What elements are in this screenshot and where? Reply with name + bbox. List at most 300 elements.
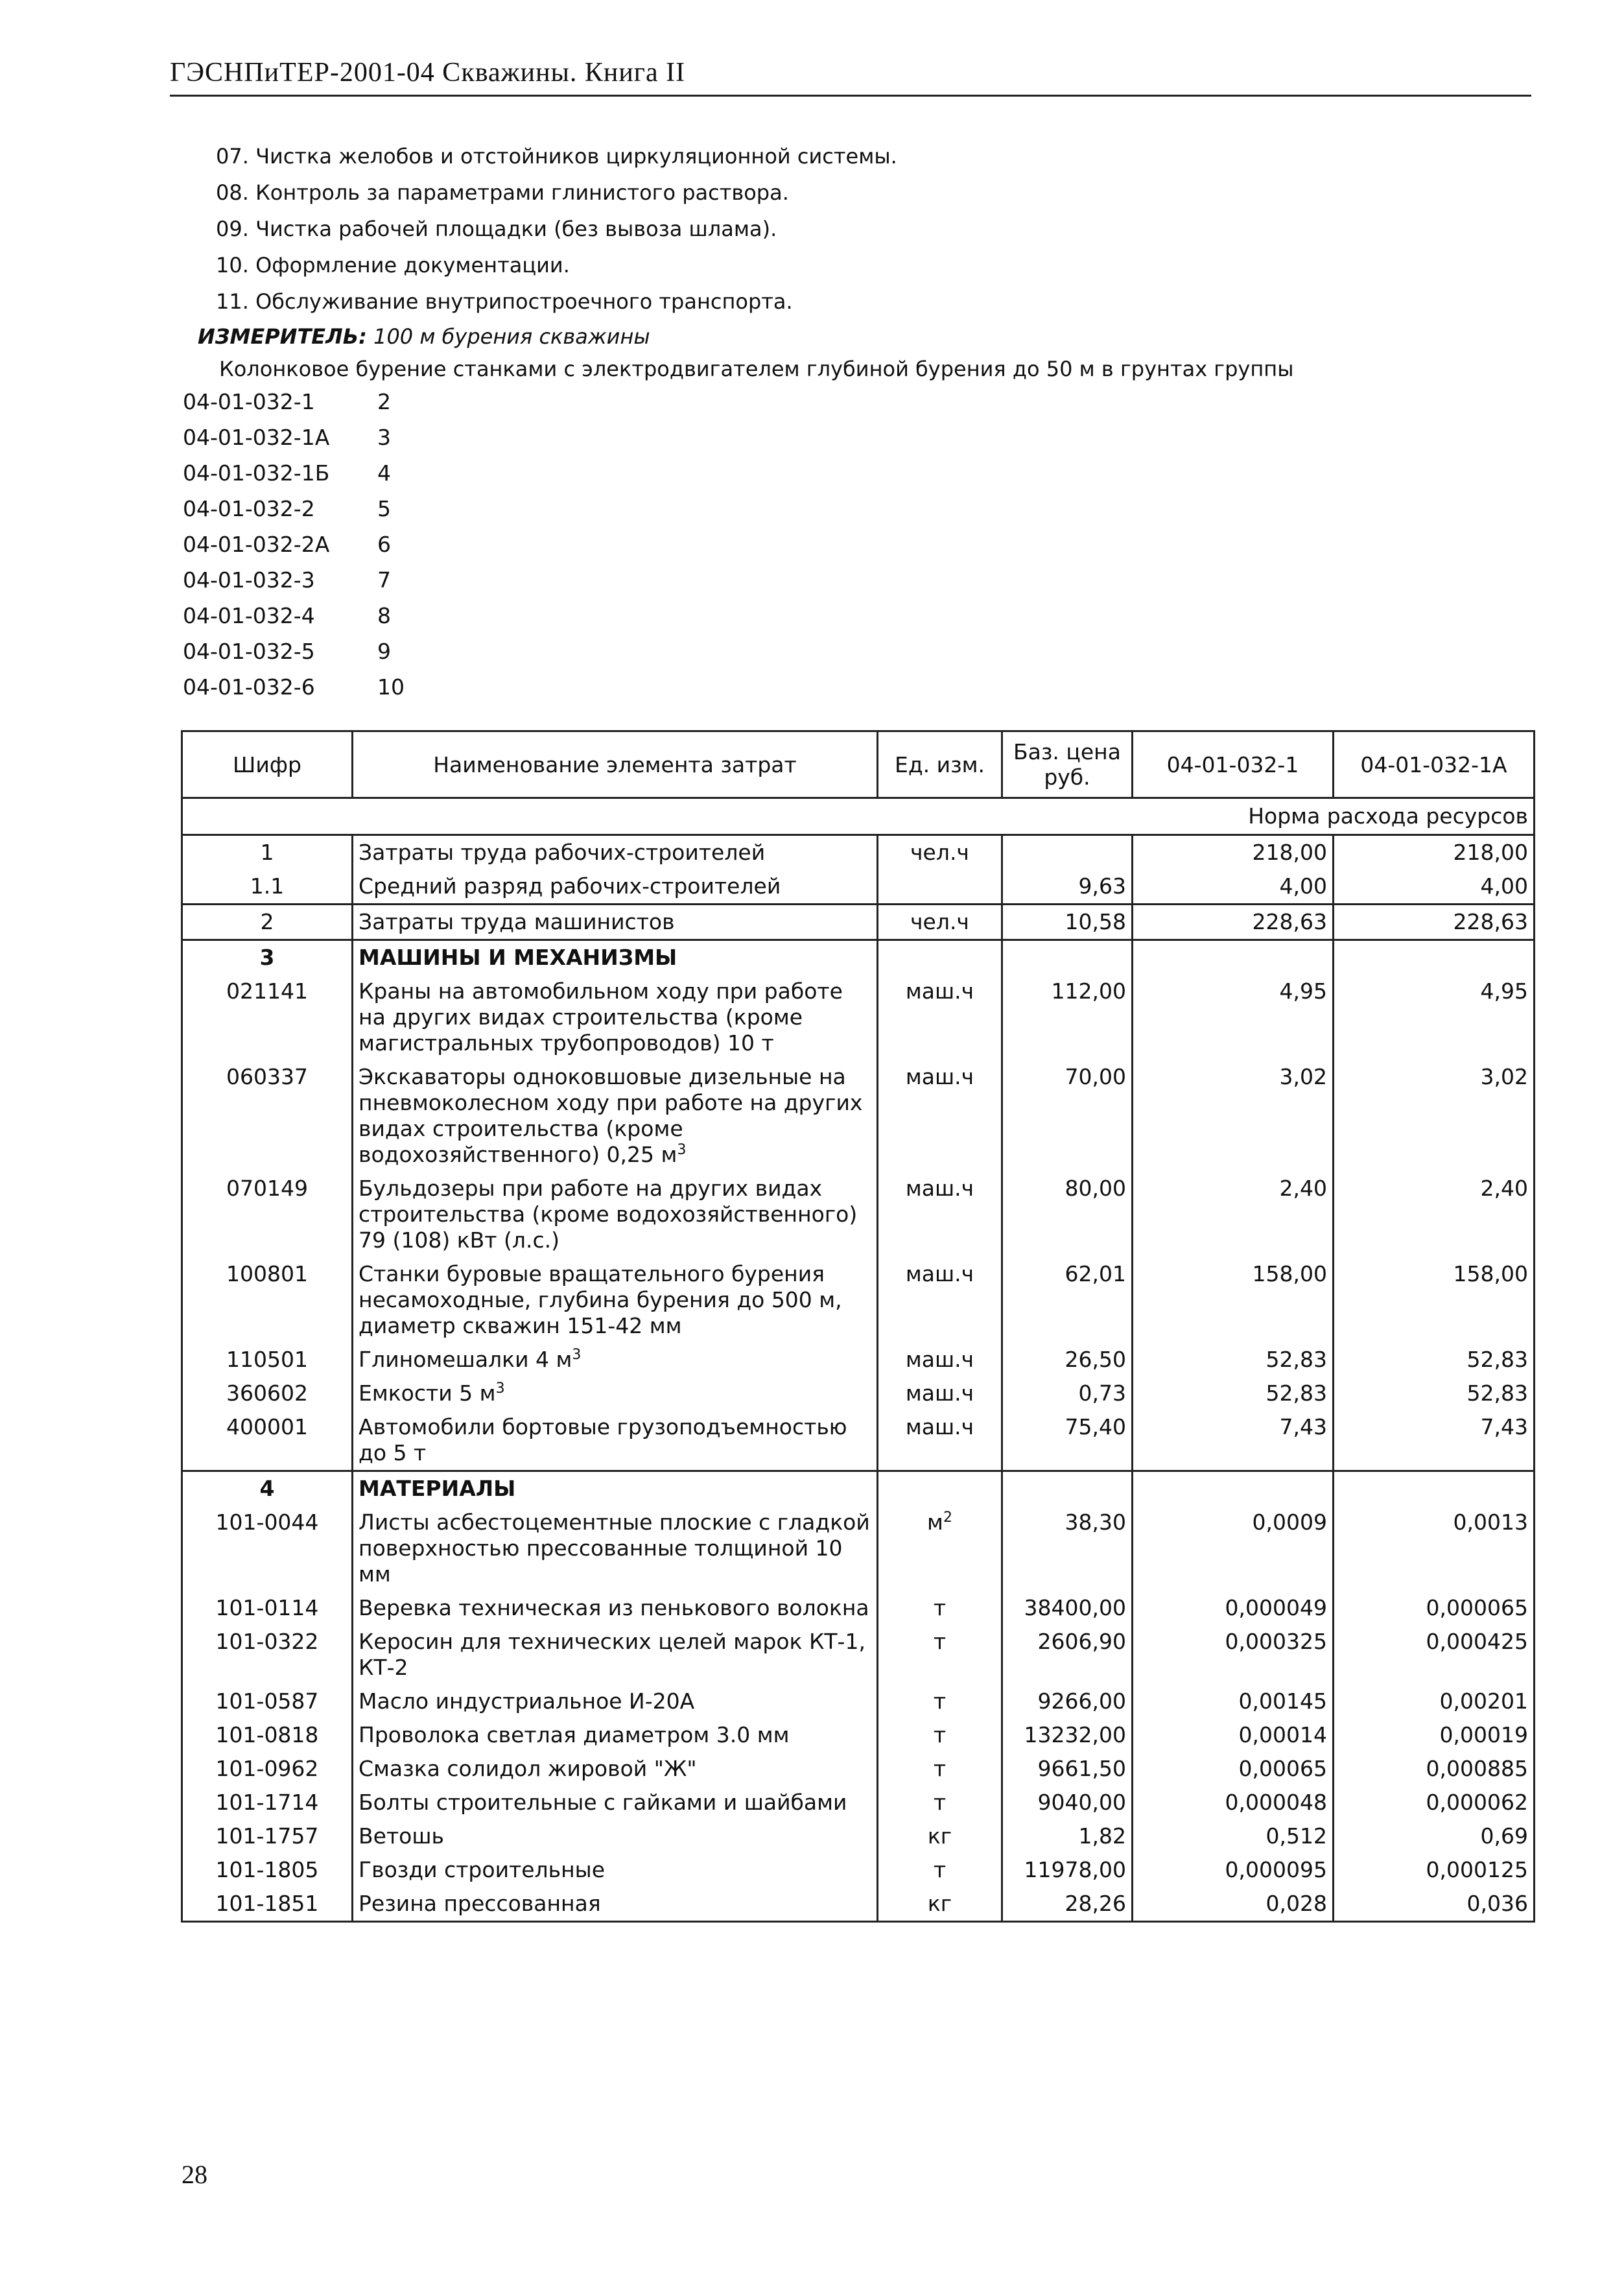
cell-code-text: 101-1714: [215, 1790, 319, 1815]
cell-norm-1-text: 4,95: [1279, 978, 1327, 1004]
table-row: [182, 1819, 1535, 1853]
cell-unit: [878, 1718, 1002, 1752]
soil-group: 3: [377, 425, 391, 450]
cell-code-text: 101-0044: [215, 1510, 319, 1535]
cell-name-text: Керосин для технических целей марок КТ-1, КТ-2: [359, 1629, 865, 1680]
code-list-item: [183, 532, 405, 567]
cell-unit-text: маш.ч: [905, 1261, 974, 1286]
cell-price-text: 38,30: [1065, 1510, 1126, 1535]
cell-unit-text: т: [933, 1857, 947, 1882]
cell-norm-2-text: 0,000062: [1426, 1790, 1528, 1815]
cell-unit: [878, 1377, 1002, 1410]
cell-name-text: Масло индустриальное И-20А: [359, 1688, 695, 1714]
table-row: [182, 1410, 1535, 1471]
cell-norm-2-text: 2,40: [1480, 1176, 1528, 1201]
cell-norm-2: [1334, 1625, 1535, 1685]
cell-norm-2-text: 4,00: [1480, 873, 1528, 899]
cell-norm-1-text: 0,000095: [1225, 1857, 1327, 1882]
cell-price: [1002, 975, 1133, 1060]
cell-name-text: Резина прессованная: [359, 1891, 601, 1916]
cell-price: [1002, 1752, 1133, 1786]
cell-norm-2: [1334, 835, 1535, 870]
cell-code: [182, 1591, 353, 1625]
cell-unit: [878, 1786, 1002, 1819]
cell-price: [1002, 1410, 1133, 1471]
cell-unit: [878, 1060, 1002, 1172]
cell-norm-1-text: 0,512: [1265, 1823, 1327, 1849]
code: 04-01-032-2А: [183, 532, 330, 557]
cell-name-text: МАШИНЫ И МЕХАНИЗМЫ: [359, 945, 677, 970]
cell-norm-1: [1133, 1060, 1334, 1172]
cell-norm-2-text: 3,02: [1480, 1064, 1528, 1089]
cell-norm-2-text: 0,000885: [1426, 1756, 1528, 1781]
soil-group: 7: [377, 567, 391, 593]
header-name: Наименование элемента затрат: [353, 731, 878, 798]
cell-norm-2: [1334, 1060, 1535, 1172]
code-list-item: [183, 639, 405, 674]
code: 04-01-032-4: [183, 603, 315, 628]
cell-norm-1: [1133, 1591, 1334, 1625]
code: 04-01-032-1: [183, 389, 315, 414]
cell-norm-1-text: 0,028: [1265, 1891, 1327, 1916]
cell-unit-text: чел.ч: [910, 840, 969, 865]
cell-norm-2: [1334, 1471, 1535, 1506]
cell-price-text: 9661,50: [1037, 1756, 1126, 1781]
cell-norm-2: [1334, 870, 1535, 905]
cell-price-text: 1,82: [1078, 1823, 1126, 1849]
cell-norm-1: [1133, 1257, 1334, 1343]
cell-name: [353, 1819, 878, 1853]
cell-unit: [878, 1343, 1002, 1377]
table-row: [182, 1377, 1535, 1410]
cell-norm-2-text: 0,69: [1480, 1823, 1528, 1849]
cell-price: [1002, 1257, 1133, 1343]
cell-unit: [878, 1625, 1002, 1685]
cell-name-text: Автомобили бортовые грузоподъемностью до 5 т: [359, 1414, 847, 1465]
table-row: [182, 1625, 1535, 1685]
cell-norm-2-text: 7,43: [1480, 1414, 1528, 1439]
cell-code: [182, 1786, 353, 1819]
cell-norm-2: [1334, 1506, 1535, 1591]
cell-name-text: Затраты труда рабочих-строителей: [359, 840, 766, 865]
soil-group: 10: [377, 674, 405, 700]
code: 04-01-032-5: [183, 639, 315, 664]
cell-unit-text: м: [927, 1510, 943, 1535]
cell-code: [182, 1625, 353, 1685]
cell-norm-1-text: 4,00: [1279, 873, 1327, 899]
page-number: 28: [182, 2160, 207, 2189]
cell-norm-1-text: 0,00014: [1238, 1722, 1327, 1747]
table-header-row: [182, 731, 1535, 798]
header-unit: Ед. изм.: [878, 731, 1002, 798]
cell-code-text: 1: [260, 840, 274, 865]
cell-price-text: 38400,00: [1024, 1595, 1126, 1620]
cell-code-text: 101-1851: [215, 1891, 319, 1916]
operation-item: 08. Контроль за параметрами глинистого раствора.: [216, 180, 789, 205]
cell-price-text: 2606,90: [1037, 1629, 1126, 1654]
cell-unit-text: т: [933, 1722, 947, 1747]
cell-unit-text: маш.ч: [905, 1380, 974, 1406]
cell-unit-text: кг: [927, 1823, 952, 1849]
cell-price-text: 26,50: [1065, 1347, 1126, 1372]
cell-price-text: 70,00: [1065, 1064, 1126, 1089]
cell-norm-1-text: 0,000048: [1225, 1790, 1327, 1815]
cell-code: [182, 870, 353, 905]
cell-name: [353, 905, 878, 940]
cell-price-text: 0,73: [1078, 1380, 1126, 1406]
cell-price: [1002, 1377, 1133, 1410]
cell-unit-text: т: [933, 1629, 947, 1654]
cell-norm-1-text: 0,000325: [1225, 1629, 1327, 1654]
table-row: [182, 1786, 1535, 1819]
cell-price: [1002, 905, 1133, 940]
cell-norm-1-text: 52,83: [1265, 1347, 1327, 1372]
cell-code-text: 101-0587: [215, 1688, 319, 1714]
cell-price: [1002, 1506, 1133, 1591]
cell-norm-2-text: 4,95: [1480, 978, 1528, 1004]
cell-unit: [878, 1257, 1002, 1343]
cell-unit: [878, 905, 1002, 940]
cell-name: [353, 1625, 878, 1685]
cell-code-text: 101-0322: [215, 1629, 319, 1654]
cell-norm-2: [1334, 1853, 1535, 1887]
table-row: [182, 1752, 1535, 1786]
cell-name-text: Смазка солидол жировой "Ж": [359, 1756, 697, 1781]
table-row: [182, 1853, 1535, 1887]
cell-norm-1: [1133, 1410, 1334, 1471]
table-row: [182, 1887, 1535, 1922]
measure-value: 100 м бурения скважины: [373, 324, 650, 349]
table-row: [182, 835, 1535, 870]
cell-norm-1: [1133, 1471, 1334, 1506]
superscript: 3: [677, 1142, 687, 1158]
cell-unit: [878, 1853, 1002, 1887]
cell-unit-text: маш.ч: [905, 978, 974, 1004]
cell-code: [182, 1471, 353, 1506]
cell-unit-text: маш.ч: [905, 1064, 974, 1089]
cell-code: [182, 1377, 353, 1410]
cell-name: [353, 1172, 878, 1257]
cell-name: [353, 1377, 878, 1410]
cell-norm-1: [1133, 1819, 1334, 1853]
soil-group: 5: [377, 496, 391, 521]
cell-name: [353, 1685, 878, 1718]
resource-norms-table: [181, 730, 1535, 1923]
cell-norm-2: [1334, 1377, 1535, 1410]
cell-norm-1: [1133, 940, 1334, 975]
cell-code-text: 2: [260, 909, 274, 934]
cell-name: [353, 1410, 878, 1471]
cell-price: [1002, 1625, 1133, 1685]
cell-code: [182, 1506, 353, 1591]
cell-code-text: 060337: [226, 1064, 308, 1089]
cell-name: [353, 1257, 878, 1343]
soil-group: 4: [377, 460, 391, 486]
cell-name-text: Бульдозеры при работе на других видах строительства (кроме водохозяйственного) 79 (108) кВт (л.с.): [359, 1176, 858, 1253]
cell-norm-1: [1133, 870, 1334, 905]
cell-unit-text: т: [933, 1756, 947, 1781]
norm-label: Норма расхода ресурсов: [182, 798, 1535, 835]
cell-name-text: Веревка техническая из пенькового волокна: [359, 1595, 869, 1620]
cell-norm-2: [1334, 1591, 1535, 1625]
code: 04-01-032-2: [183, 496, 315, 521]
cell-name: [353, 870, 878, 905]
work-description: Колонковое бурение станками с электродвигателем глубиной бурения до 50 м в грунтах группы: [219, 357, 1294, 381]
cell-norm-2: [1334, 1685, 1535, 1718]
cell-code: [182, 1685, 353, 1718]
cell-name-text: Листы асбестоцементные плоские с гладкой поверхностью прессованные толщиной 10 мм: [359, 1510, 870, 1587]
cell-code-text: 101-0818: [215, 1722, 319, 1747]
code: 04-01-032-6: [183, 674, 315, 700]
cell-name: [353, 1060, 878, 1172]
cell-name: [353, 1718, 878, 1752]
table-row: [182, 1257, 1535, 1343]
cell-code: [182, 975, 353, 1060]
cell-name-text: Проволока светлая диаметром 3.0 мм: [359, 1722, 790, 1747]
cell-price: [1002, 1343, 1133, 1377]
cell-unit-text: маш.ч: [905, 1414, 974, 1439]
cell-price-text: 13232,00: [1024, 1722, 1126, 1747]
cell-name-text: Ветошь: [359, 1823, 444, 1849]
table-row: [182, 1591, 1535, 1625]
cell-unit: [878, 1685, 1002, 1718]
header-code: Шифр: [182, 731, 353, 798]
table-row: [182, 1060, 1535, 1172]
superscript: 2: [943, 1510, 952, 1526]
cell-norm-2-text: 0,036: [1466, 1891, 1528, 1916]
cell-norm-1: [1133, 1377, 1334, 1410]
cell-unit: [878, 1887, 1002, 1922]
cell-price: [1002, 1819, 1133, 1853]
cell-unit-text: чел.ч: [910, 909, 969, 934]
cell-code: [182, 1718, 353, 1752]
cell-code-text: 1.1: [250, 873, 285, 899]
soil-group: 6: [377, 532, 391, 557]
cell-price: [1002, 1853, 1133, 1887]
cell-norm-1-text: 0,00145: [1238, 1688, 1327, 1714]
cell-name-text: Экскаваторы одноковшовые дизельные на пневмоколесном ходу при работе на других видах строительства (кроме водохозяйственного) 0,25 м: [359, 1064, 863, 1167]
cell-name-text: МАТЕРИАЛЫ: [359, 1476, 516, 1501]
cell-price: [1002, 1685, 1133, 1718]
cell-name: [353, 1752, 878, 1786]
operation-item: 07. Чистка желобов и отстойников циркуляционной системы.: [216, 144, 897, 169]
table-row: [182, 1343, 1535, 1377]
measure-label: ИЗМЕРИТЕЛЬ:: [198, 324, 367, 349]
cell-code: [182, 905, 353, 940]
cell-norm-2: [1334, 1752, 1535, 1786]
cell-norm-1: [1133, 1343, 1334, 1377]
code-list-item: [183, 603, 405, 639]
cell-name-text: Краны на автомобильном ходу при работе на других видах строительства (кроме магистральных трубопроводов) 10 т: [359, 978, 843, 1056]
cell-norm-2: [1334, 975, 1535, 1060]
cell-norm-2-text: 0,000425: [1426, 1629, 1528, 1654]
cell-name: [353, 1343, 878, 1377]
cell-price-text: 80,00: [1065, 1176, 1126, 1201]
superscript: 3: [495, 1380, 505, 1397]
table-row: [182, 1685, 1535, 1718]
header-col1: 04-01-032-1: [1133, 731, 1334, 798]
cell-code-text: 400001: [226, 1414, 308, 1439]
cell-code-text: 360602: [226, 1380, 308, 1406]
cell-norm-2: [1334, 1819, 1535, 1853]
table-row: [182, 1718, 1535, 1752]
header-price: Баз. цена руб.: [1002, 731, 1133, 798]
code-list-item: [183, 425, 405, 460]
cell-price: [1002, 1060, 1133, 1172]
cell-name-text: Затраты труда машинистов: [359, 909, 675, 934]
cell-norm-2: [1334, 905, 1535, 940]
cell-name: [353, 1471, 878, 1506]
cell-norm-1: [1133, 1887, 1334, 1922]
cell-code-text: 101-0114: [215, 1595, 319, 1620]
cell-norm-2-text: 0,000065: [1426, 1595, 1528, 1620]
cell-norm-1: [1133, 975, 1334, 1060]
code: 04-01-032-3: [183, 567, 315, 593]
cell-price-text: 9040,00: [1037, 1790, 1126, 1815]
code-list-item: [183, 567, 405, 603]
header-col2: 04-01-032-1А: [1334, 731, 1535, 798]
operation-item: 10. Оформление документации.: [216, 253, 570, 278]
cell-norm-2: [1334, 940, 1535, 975]
cell-norm-2-text: 0,00201: [1439, 1688, 1528, 1714]
cell-name-text: Емкости 5 м: [359, 1380, 496, 1406]
norm-label-row: [182, 798, 1535, 835]
cell-code: [182, 1060, 353, 1172]
cell-code: [182, 1410, 353, 1471]
cell-code: [182, 1257, 353, 1343]
cell-unit: [878, 1410, 1002, 1471]
cell-norm-1: [1133, 905, 1334, 940]
cell-unit: [878, 1819, 1002, 1853]
table-row: [182, 1172, 1535, 1257]
cell-norm-1: [1133, 1685, 1334, 1718]
table-row: [182, 1506, 1535, 1591]
cell-name-text: Станки буровые вращательного бурения несамоходные, глубина бурения до 500 м, диаметр скважин 151-42 мм: [359, 1261, 842, 1338]
table-row: [182, 940, 1535, 975]
cell-norm-2: [1334, 1887, 1535, 1922]
cell-unit: [878, 1172, 1002, 1257]
cell-norm-1: [1133, 1752, 1334, 1786]
cell-name: [353, 940, 878, 975]
cell-norm-1-text: 0,0009: [1252, 1510, 1327, 1535]
cell-name-text: Болты строительные с гайками и шайбами: [359, 1790, 847, 1815]
cell-unit: [878, 1471, 1002, 1506]
soil-group: 8: [377, 603, 391, 628]
cell-price: [1002, 1471, 1133, 1506]
cell-norm-1-text: 2,40: [1279, 1176, 1327, 1201]
cell-norm-2: [1334, 1172, 1535, 1257]
cell-unit: [878, 870, 1002, 905]
cell-price-text: 28,26: [1065, 1891, 1126, 1916]
cell-code: [182, 940, 353, 975]
cell-norm-2: [1334, 1718, 1535, 1752]
cell-norm-1: [1133, 1625, 1334, 1685]
cell-norm-2: [1334, 1343, 1535, 1377]
cell-norm-1-text: 0,000049: [1225, 1595, 1327, 1620]
cell-unit-text: кг: [927, 1891, 952, 1916]
cell-norm-1-text: 3,02: [1279, 1064, 1327, 1089]
cell-code-text: 101-0962: [215, 1756, 319, 1781]
cell-code: [182, 1819, 353, 1853]
cell-norm-2-text: 0,0013: [1453, 1510, 1528, 1535]
cell-norm-1: [1133, 835, 1334, 870]
cell-norm-1-text: 52,83: [1265, 1380, 1327, 1406]
soil-group: 2: [377, 389, 391, 414]
cell-price-text: 112,00: [1051, 978, 1126, 1004]
cell-norm-1: [1133, 1172, 1334, 1257]
cell-norm-2: [1334, 1786, 1535, 1819]
cell-price-text: 10,58: [1065, 909, 1126, 934]
cell-norm-2-text: 218,00: [1453, 840, 1528, 865]
cell-price: [1002, 1786, 1133, 1819]
cell-name-text: Средний разряд рабочих-строителей: [359, 873, 781, 899]
running-header: ГЭСНПиТЕР-2001-04 Скважины. Книга II: [170, 58, 686, 88]
cell-unit: [878, 975, 1002, 1060]
cell-name: [353, 1591, 878, 1625]
code-list-item: [183, 496, 405, 532]
cell-name: [353, 835, 878, 870]
table-body: [182, 798, 1535, 1922]
cell-code-text: 101-1805: [215, 1857, 319, 1882]
cell-code: [182, 1343, 353, 1377]
cell-name: [353, 1506, 878, 1591]
cell-norm-2-text: 0,000125: [1426, 1857, 1528, 1882]
cell-norm-1-text: 7,43: [1279, 1414, 1327, 1439]
header-rule: [170, 95, 1531, 97]
table-row: [182, 905, 1535, 940]
cell-code-text: 100801: [226, 1261, 308, 1286]
cell-code: [182, 1752, 353, 1786]
cell-price: [1002, 940, 1133, 975]
cell-norm-2: [1334, 1410, 1535, 1471]
cell-price-text: 9,63: [1078, 873, 1126, 899]
code-list-item: [183, 460, 405, 496]
table-row: [182, 870, 1535, 905]
cell-unit: [878, 1506, 1002, 1591]
code-list: [183, 389, 405, 710]
cell-unit-text: т: [933, 1688, 947, 1714]
cell-unit-text: маш.ч: [905, 1347, 974, 1372]
cell-unit-text: т: [933, 1790, 947, 1815]
cell-code: [182, 1172, 353, 1257]
cell-price-text: 62,01: [1065, 1261, 1126, 1286]
cell-norm-2-text: 228,63: [1453, 909, 1528, 934]
cell-code-text: 070149: [226, 1176, 308, 1201]
cell-name: [353, 1786, 878, 1819]
cell-price-text: 11978,00: [1024, 1857, 1126, 1882]
cell-norm-1: [1133, 1718, 1334, 1752]
cell-price-text: 9266,00: [1037, 1688, 1126, 1714]
cell-norm-2: [1334, 1257, 1535, 1343]
cell-unit: [878, 1752, 1002, 1786]
cell-norm-1: [1133, 1786, 1334, 1819]
superscript: 3: [572, 1347, 582, 1363]
cell-norm-2-text: 52,83: [1466, 1380, 1528, 1406]
cell-norm-1: [1133, 1506, 1334, 1591]
cell-code: [182, 1853, 353, 1887]
cell-unit-text: т: [933, 1595, 947, 1620]
cell-norm-1: [1133, 1853, 1334, 1887]
cell-code-text: 101-1757: [215, 1823, 319, 1849]
cell-norm-2-text: 158,00: [1453, 1261, 1528, 1286]
operation-item: 11. Обслуживание внутрипостроечного транспорта.: [216, 289, 793, 314]
code: 04-01-032-1А: [183, 425, 330, 450]
code-list-item: [183, 389, 405, 425]
cell-code-text: 4: [259, 1476, 275, 1501]
cell-norm-1-text: 158,00: [1252, 1261, 1327, 1286]
measure-line: [198, 324, 650, 349]
table-row: [182, 975, 1535, 1060]
